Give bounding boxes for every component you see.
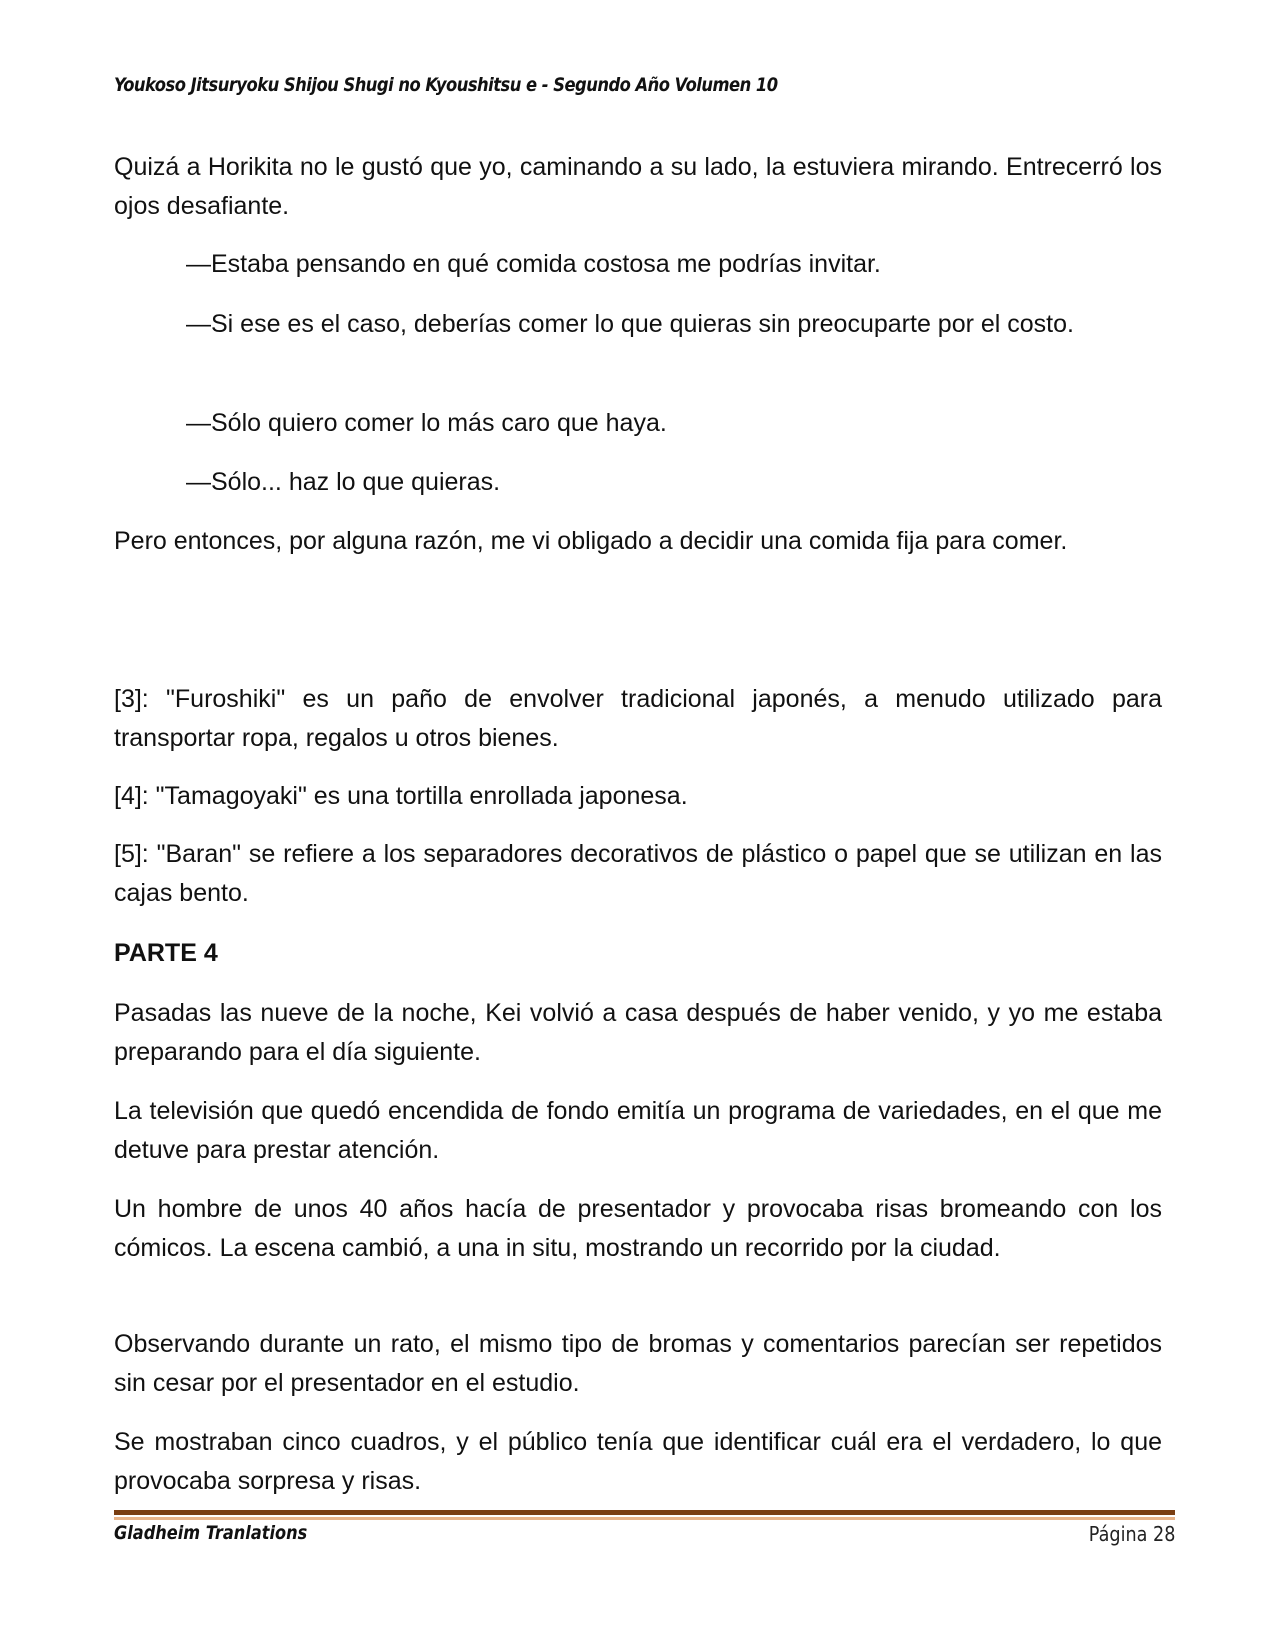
paragraph: Se mostraban cinco cuadros, y el público tenía que identificar cuál era el verdadero, lo que provocaba sorpresa y risas. — [114, 1428, 1162, 1495]
paragraph: Observando durante un rato, el mismo tipo de bromas y comentarios parecían ser repetidos sin cesar por el presentador en el estudio. — [114, 1330, 1162, 1397]
dialogue-line: —Sólo quiero comer lo más caro que haya. — [186, 409, 667, 437]
dialogue-line: —Estaba pensando en qué comida costosa me podrías invitar. — [186, 250, 881, 278]
paragraph: Quizá a Horikita no le gustó que yo, caminando a su lado, la estuviera mirando. Entrecerró los ojos desafiante. — [114, 153, 1162, 220]
dialogue-line: —Si ese es el caso, deberías comer lo que quieras sin preocuparte por el costo. — [186, 310, 1074, 338]
footer-credit: Gladheim Tranlations — [114, 1522, 308, 1544]
footer-divider — [114, 1510, 1175, 1517]
paragraph: Un hombre de unos 40 años hacía de presentador y provocaba risas bromeando con los cómicos. La escena cambió, a una in situ, mostrando un recorrido por la ciudad. — [114, 1195, 1162, 1262]
paragraph: Pero entonces, por alguna razón, me vi obligado a decidir una comida fija para comer. — [114, 527, 1068, 555]
page-number: Página 28 — [1088, 1522, 1175, 1546]
footnote: [5]: "Baran" se refiere a los separadores decorativos de plástico o papel que se utilizan en las cajas bento. — [114, 840, 1162, 907]
running-header: Youkoso Jitsuryoku Shijou Shugi no Kyoushitsu e - Segundo Año Volumen 10 — [114, 74, 778, 96]
footnote: [4]: "Tamagoyaki" es una tortilla enrollada japonesa. — [114, 782, 688, 810]
paragraph: La televisión que quedó encendida de fondo emitía un programa de variedades, en el que me detuve para prestar atención. — [114, 1097, 1162, 1164]
section-heading: PARTE 4 — [114, 939, 218, 967]
paragraph: Pasadas las nueve de la noche, Kei volvió a casa después de haber venido, y yo me estaba preparando para el día siguiente. — [114, 999, 1162, 1066]
dialogue-line: —Sólo... haz lo que quieras. — [186, 468, 501, 496]
footnote: [3]: "Furoshiki" es un paño de envolver tradicional japonés, a menudo utilizado para transportar ropa, regalos u otros bienes. — [114, 685, 1162, 752]
